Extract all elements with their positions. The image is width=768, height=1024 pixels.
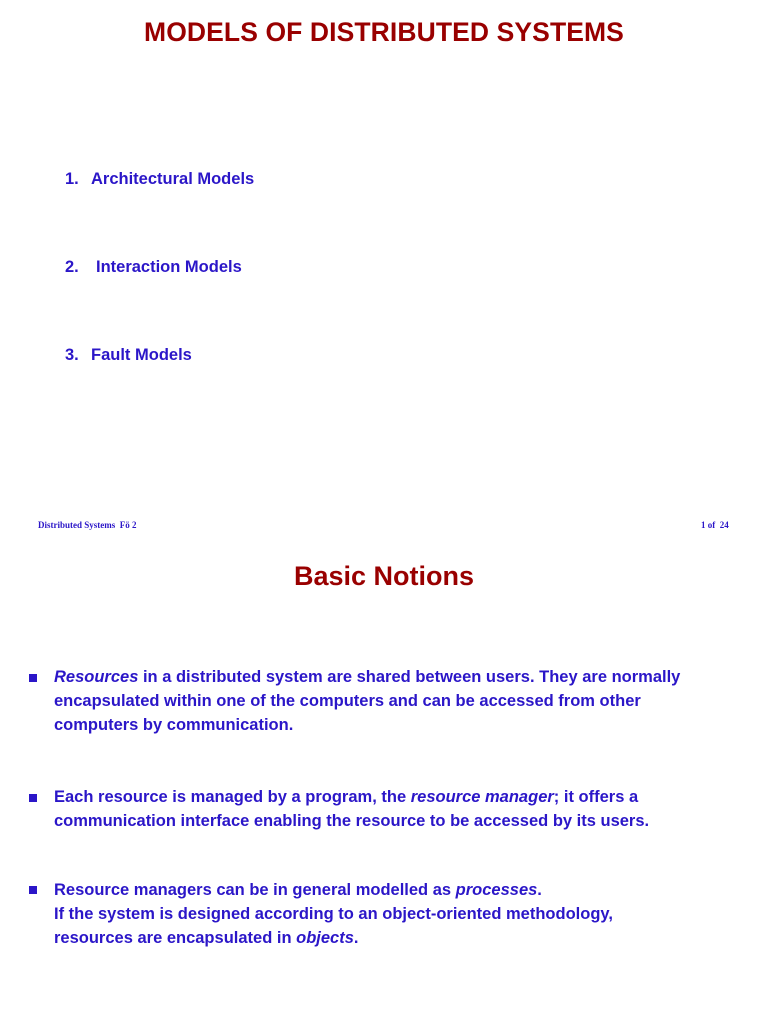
bullet-paragraph-resource-manager: [54, 785, 754, 833]
paragraph-line: [54, 878, 754, 902]
paragraph-line: encapsulated within one of the computers and can be accessed from other: [54, 692, 641, 710]
outline-item-fault-models: [65, 346, 192, 365]
paragraph-line: If the system is designed according to an object-oriented methodology,: [54, 905, 613, 923]
bullet-paragraph-processes: [54, 878, 754, 950]
bullet-paragraph-resources: [54, 665, 754, 737]
paragraph-line: communication interface enabling the resource to be accessed by its users.: [54, 812, 650, 830]
text-run: ; it offers a: [553, 788, 639, 806]
paragraph-line: [54, 665, 754, 689]
page-title: MODELS OF DISTRIBUTED SYSTEMS: [144, 17, 624, 47]
outline-item-number: 1.: [65, 170, 79, 188]
emphasis-text: processes: [455, 881, 538, 899]
outline-item-number: 3.: [65, 346, 79, 364]
section-title: Basic Notions: [293, 561, 475, 591]
emphasis-text: Resources: [54, 668, 139, 686]
outline-item-number: 2.: [65, 258, 79, 276]
footer-course-name: Distributed Systems Fö 2: [38, 520, 137, 530]
paragraph-line: [54, 785, 754, 809]
outline-item-label: Architectural Models: [91, 170, 255, 188]
outline-item-interaction-models: [65, 258, 242, 277]
paragraph-line: [54, 926, 754, 950]
text-run: resources are encapsulated in: [54, 929, 297, 947]
text-run: Resource managers can be in general modelled as: [54, 881, 456, 899]
text-run: Each resource is managed by a program, the: [54, 788, 411, 806]
emphasis-text: objects: [296, 929, 354, 947]
text-run: in a distributed system are shared between users. They are normally: [138, 668, 681, 686]
square-bullet-icon: [29, 794, 37, 802]
outline-item-label: Fault Models: [91, 346, 192, 364]
square-bullet-icon: [29, 674, 37, 682]
emphasis-text: resource manager: [410, 788, 554, 806]
outline-item-architectural-models: [65, 170, 254, 189]
footer-page-number: 1 of 24: [701, 520, 729, 530]
outline-item-label: Interaction Models: [96, 258, 242, 276]
text-run: .: [353, 929, 359, 947]
square-bullet-icon: [29, 886, 37, 894]
paragraph-line: computers by communication.: [54, 716, 294, 734]
text-run: .: [537, 881, 542, 899]
